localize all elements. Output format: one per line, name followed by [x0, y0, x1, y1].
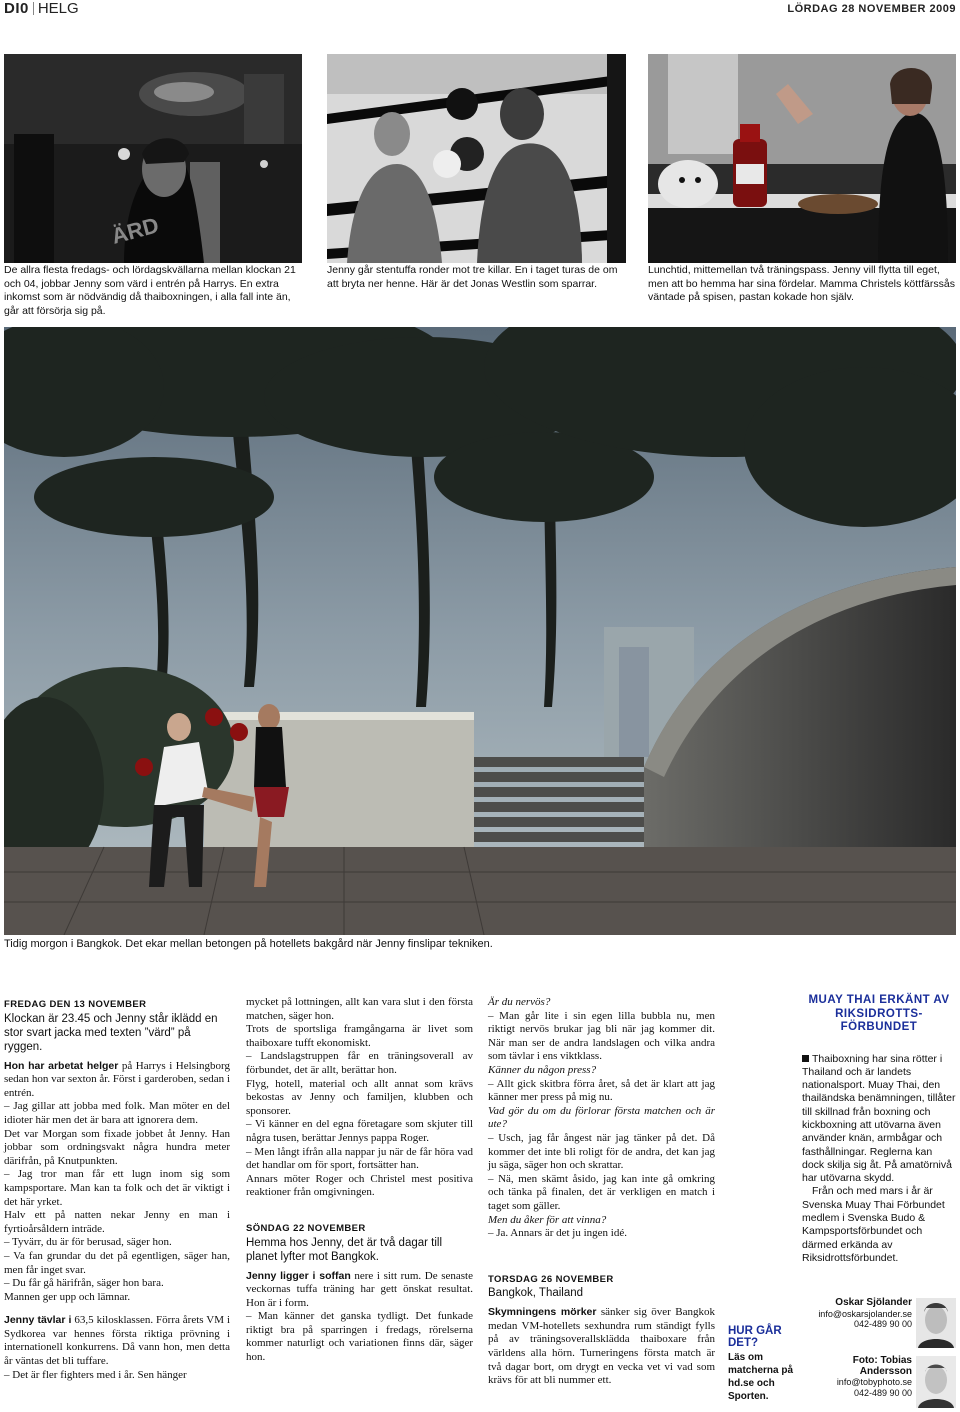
photographer-portrait [916, 1356, 956, 1408]
caption-photo2: Jenny går stentuffa ronder mot tre killar. En i taget turas de om att bryta ner henne. Här är det Jonas Westlin som sparrar. [327, 264, 618, 290]
byline-photographer [836, 1356, 912, 1398]
col2-paragraph: – Men långt ifrån alla nappar ju när de får höra vad det handlar om för sport, fortsätter han. [246, 1145, 473, 1172]
how-is-it-going-box [728, 1325, 800, 1403]
col1-paragraph: – Tyvärr, du är för berusad, säger hon. [4, 1236, 172, 1249]
article-column-2 [246, 996, 473, 1365]
col3-question: Men du åker för att vinna? [488, 1213, 607, 1226]
article-column-3 [488, 996, 715, 1388]
photo-bangkok-courtyard [4, 327, 956, 935]
col2-paragraph: – Man känner det ganska tydligt. Det funkade riktigt bra på sparringen i fredags, rörelserna kommer naturligt och variationen finns där, säger hon. [246, 1310, 473, 1364]
section-name: DI0 [4, 0, 29, 17]
writer-email[interactable]: info@oskarsjolander.se [818, 1308, 912, 1319]
col3-subhead: Bangkok, Thailand [488, 1287, 584, 1300]
col1-kicker: FREDAG DEN 13 NOVEMBER [4, 999, 147, 1010]
col3-paragraph: – Man går lite i sin egen lilla bubbla nu, men riktigt nervös brukar jag bli när jag kommer dit. När man ser de andra landslagen och vilka andra som tävlar i ens viktklass. [488, 1009, 715, 1063]
col1-lead1: Hon har arbetat helger [4, 1059, 119, 1072]
subsection-name: HELG [37, 0, 79, 17]
how-body: Läs om matcherna på hd.se och Sporten. [728, 1352, 794, 1402]
col3-question: Känner du någon press? [488, 1063, 597, 1076]
col2-paragraph: – Vi känner en del egna företagare som skjuter till några tusen, berättar Jennys pappa Roger. [246, 1118, 473, 1144]
col2-paragraph: Flyg, hotell, material och allt annat som krävs bekostas av Jenny och familjen, klubben och sponsorer. [246, 1077, 473, 1117]
photo-kitchen-lunch [648, 54, 956, 263]
section-label [4, 0, 79, 17]
photo-sparring-ring [327, 54, 626, 263]
byline-writer [800, 1298, 912, 1330]
photo-harrys-entrance [4, 54, 302, 263]
col2-paragraph: mycket på lottningen, allt kan vara slut i den första matchen, säger hon. [246, 996, 473, 1022]
col1-paragraph: – Du får gå härifrån, säger hon bara. [4, 1277, 164, 1290]
col1-paragraph: – Va fan grundar du det på egentligen, säger han, men får inget svar. [4, 1249, 230, 1276]
col1-paragraph: – Jag gillar att jobba med folk. Man möter en del idioter här men det är bara att ignorera dem. [4, 1100, 230, 1126]
writer-portrait [916, 1298, 956, 1348]
col3-paragraph: – Ja. Annars är det ju ingen idé. [488, 1227, 627, 1240]
bullet-square-icon [802, 1055, 809, 1062]
col1-paragraph: Hon har arbetat helger på Harrys i Helsingborg sedan hon var sexton år. Först i garderoben, sedan i entrén. [4, 1059, 230, 1099]
col3-paragraph: – Usch, jag får ångest när jag tänker på det. Då kommer det inte bli roligt för de andra, det kan jag ju säga, säger hon och skrattar. [488, 1131, 715, 1172]
col2-paragraph: Annars möter Roger och Christel mest positiva reaktioner från omgivningen. [246, 1172, 473, 1199]
writer-phone: 042-489 90 00 [853, 1319, 912, 1329]
fact-body: Thaiboxning har sina rötter i Thailand och är landets nationalsport. Muay Thai, den thailändska benämningen, tillåter till skillnad från boxning och kickboxning att utövarna även använder knän, armbågar och fasthållningar. Reglerna kan dock skilja sig åt. På amatörnivå har utövarna skydd. Från och med mars i år är Svenska Muay Thai Förbundet medlem i Svenska Budo & Kampsportsförbundet och därmed erkända av Riksidrottsförbundet. [802, 1052, 956, 1264]
col2-paragraph: – Landslagstruppen får en träningsoverall av förbundet, det är allt, berättar hon. [246, 1050, 473, 1076]
col1-paragraph: Halv ett på natten nekar Jenny en man i fyrtioårsåldern inträde. [4, 1209, 230, 1235]
section-divider [33, 2, 34, 15]
fact-title: MUAY THAI ERKÄNT AV RIKSIDROTTS-FÖRBUNDET [808, 994, 950, 1033]
caption-photo1: De allra flesta fredags- och lördagskvällarna mellan klockan 21 och 04, jobbar Jenny som värd i entrén på Harrys. En extra inkomst som är nödvändig då thaiboxningen, i alla fall inte än, går att försörja sig på. [4, 264, 296, 317]
photographer-email[interactable]: info@tobyphoto.se [836, 1377, 912, 1387]
page-header [0, 0, 960, 18]
caption-photo3: Lunchtid, mittemellan två träningspass. Jenny vill flytta till eget, men att bo hemma har sina fördelar. Mamma Christels köttfärssås väntade på spisen, pastan kokade hon själv. [648, 264, 955, 303]
fact-box [802, 994, 956, 1265]
col3-kicker: TORSDAG 26 NOVEMBER [488, 1273, 614, 1285]
photographer-phone: 042-489 90 00 [853, 1387, 912, 1398]
col3-lead1: Skymningens mörker [488, 1306, 597, 1319]
article-column-1 [4, 996, 230, 1382]
col3-question: Vad gör du om du förlorar första matchen och är ute? [488, 1104, 715, 1131]
col2-subhead: Hemma hos Jenny, det är två dagar till planet lyfter mot Bangkok. [246, 1236, 443, 1263]
col2-paragraph: Trots de sportsliga framgångarna är livet som thaiboxare tufft ekonomiskt. [246, 1023, 473, 1049]
how-title: HUR GÅR DET? [728, 1325, 782, 1349]
col1-paragraph: – Det är fler fighters med i år. Sen hänger [4, 1368, 187, 1381]
col3-paragraph: – Allt gick skitbra förra året, så det är klart att jag känner mer press på mig nu. [488, 1077, 715, 1104]
col1-paragraph: Mannen ger upp och lämnar. [4, 1290, 131, 1303]
col1-paragraph: – Jag tror man får ett lugn inom sig som kampsportare. Man kan ta folk och det är viktigt i det här yrket. [4, 1168, 230, 1208]
col2-lead1: Jenny ligger i soffan [246, 1269, 351, 1282]
col3-paragraph: – Nä, men skämt åsido, jag kan inte gå omkring och tänka på finalen, det är verkligen en match i taget som gäller. [488, 1172, 715, 1212]
col1-subhead: Klockan är 23.45 och Jenny står iklädd en stor svart jacka med texten ”värd” på ryggen. [4, 1012, 218, 1053]
col2-paragraph: Jenny ligger i soffan nere i sitt rum. De senaste veckornas tuffa träning har gett önskat resultat. Hon är i form. [246, 1269, 473, 1309]
caption-main: Tidig morgon i Bangkok. Det ekar mellan betongen på hotellets bakgård när Jenny finslipar tekniken. [4, 938, 493, 950]
writer-name: Oskar Sjölander [835, 1297, 912, 1308]
svg-text:ÄRD: ÄRD [108, 212, 162, 249]
col3-paragraph: Skymningens mörker sänker sig över Bangkok medan VM-hotellets sexhundra rum ständigt fylls på av träningsoverallsklädda thaiboxare från världens alla hörn. Turneringens första match är två dagar bort, om drygt en vecka vet vi vad som krävs för att bli nummer ett. [488, 1306, 715, 1387]
col2-kicker: SÖNDAG 22 NOVEMBER [246, 1222, 366, 1234]
issue-date: LÖRDAG 28 NOVEMBER 2009 [787, 3, 956, 15]
col3-question: Är du nervös? [488, 996, 551, 1008]
col1-paragraph: Jenny tävlar i 63,5 kilosklassen. Förra årets VM i Sydkorea var hennes första riktiga prövning i internationell konkurrens. Då vann hon, men detta år väntas det bli tuffare. [4, 1314, 230, 1368]
photographer-name: Foto: Tobias Andersson [852, 1355, 912, 1377]
col1-paragraph: Det var Morgan som fixade jobbet åt Jenny. Han jobbar som ordningsvakt några hundra meter därifrån, på Knutpunkten. [4, 1127, 230, 1167]
col1-lead2: Jenny tävlar i [4, 1314, 72, 1327]
